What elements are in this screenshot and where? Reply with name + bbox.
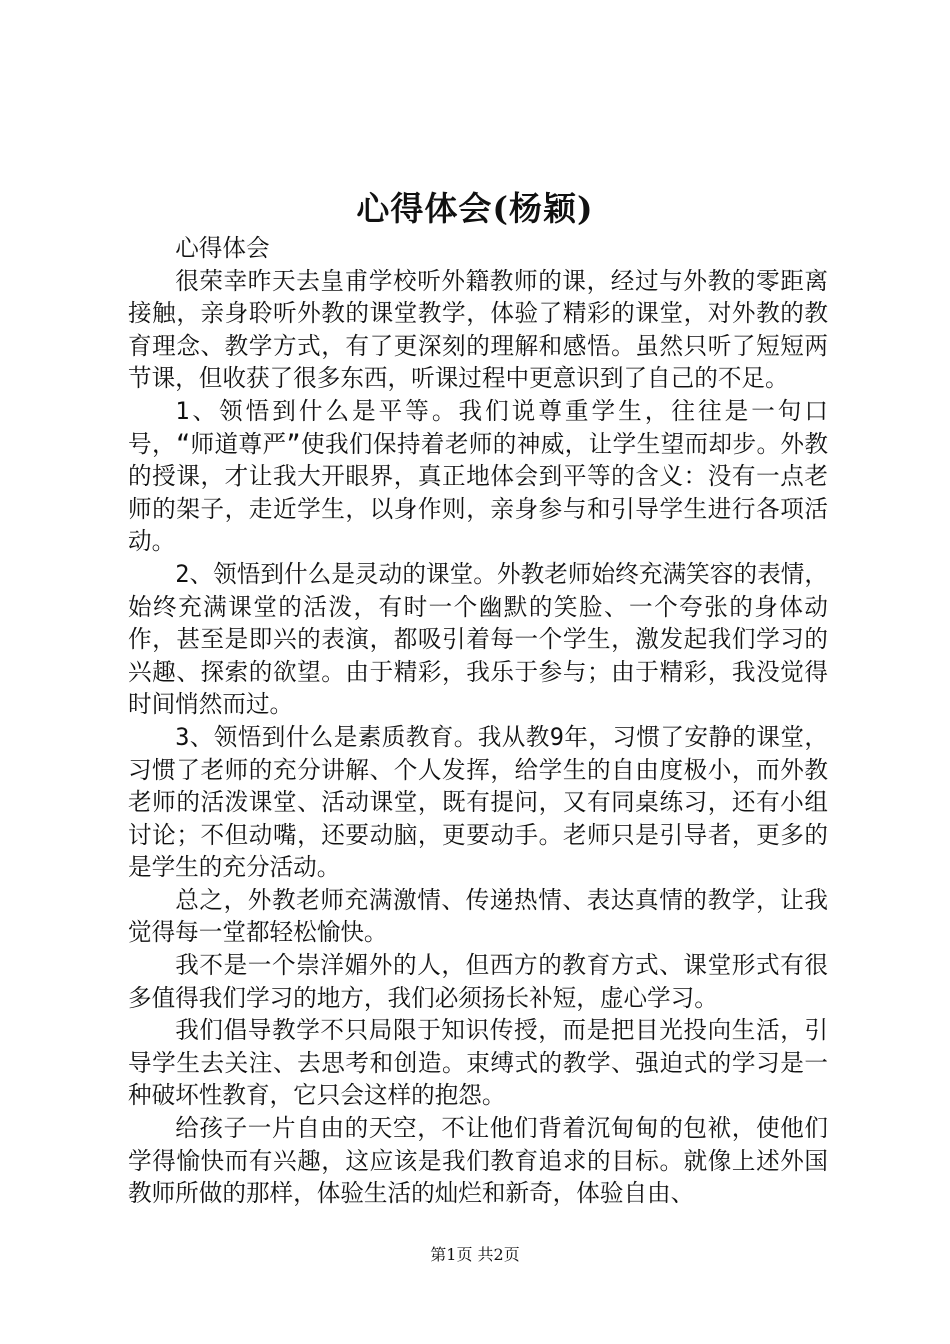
paragraph-western-methods: 我不是一个崇洋媚外的人，但西方的教育方式、课堂形式有很多值得我们学习的地方，我们必须扬长补短，虚心学习。 [128,951,828,1012]
paragraph-intro: 很荣幸昨天去皇甫学校听外籍教师的课，经过与外教的零距离接触，亲身聆听外教的课堂教学，体验了精彩的课堂，对外教的教育理念、教学方式，有了更深刻的理解和感悟。虽然只听了短短两节课，但收获了很多东西，听课过程中更意识到了自己的不足。 [128,266,828,393]
document-title: 心得体会(杨颖) [356,189,594,228]
paragraph-point-3: 3、领悟到什么是素质教育。我从教9年，习惯了安静的课堂，习惯了老师的充分讲解、个人发挥，给学生的自由度极小，而外教老师的活泼课堂、活动课堂，既有提问，又有同桌练习，还有小组讨论；不但动嘴，还要动脑，更要动手。老师只是引导者，更多的是学生的充分活动。 [128,722,828,882]
paragraph-heading: 心得体会 [175,234,270,262]
paragraph-advocacy: 我们倡导教学不只局限于知识传授，而是把目光投向生活，引导学生去关注、去思考和创造。束缚式的教学、强迫式的学习是一种破坏性教育，它只会这样的抱怨。 [128,1016,828,1110]
paragraph-freedom: 给孩子一片自由的天空，不让他们背着沉甸甸的包袱，使他们学得愉快而有兴趣，这应该是我们教育追求的目标。就像上述外国教师所做的那样，体验生活的灿烂和新奇，体验自由、 [128,1114,828,1208]
page-footer: 第1页 共2页 [430,1245,520,1264]
paragraph-point-2: 2、领悟到什么是灵动的课堂。外教老师始终充满笑容的表情，始终充满课堂的活泼，有时一个幽默的笑脸、一个夸张的身体动作，甚至是即兴的表演，都吸引着每一个学生，激发起我们学习的兴趣、探索的欲望。由于精彩，我乐于参与；由于精彩，我没觉得时间悄然而过。 [128,559,828,719]
document-body [128,232,828,1210]
paragraph-summary: 总之，外教老师充满激情、传递热情、表达真情的教学，让我觉得每一堂都轻松愉快。 [128,885,828,947]
paragraph-point-1: 1、领悟到什么是平等。我们说尊重学生，往往是一句口号，“师道尊严”使我们保持着老师的神威，让学生望而却步。外教的授课，才让我大开眼界，真正地体会到平等的含义：没有一点老师的架子，走近学生，以身作则，亲身参与和引导学生进行各项活动。 [128,396,828,556]
